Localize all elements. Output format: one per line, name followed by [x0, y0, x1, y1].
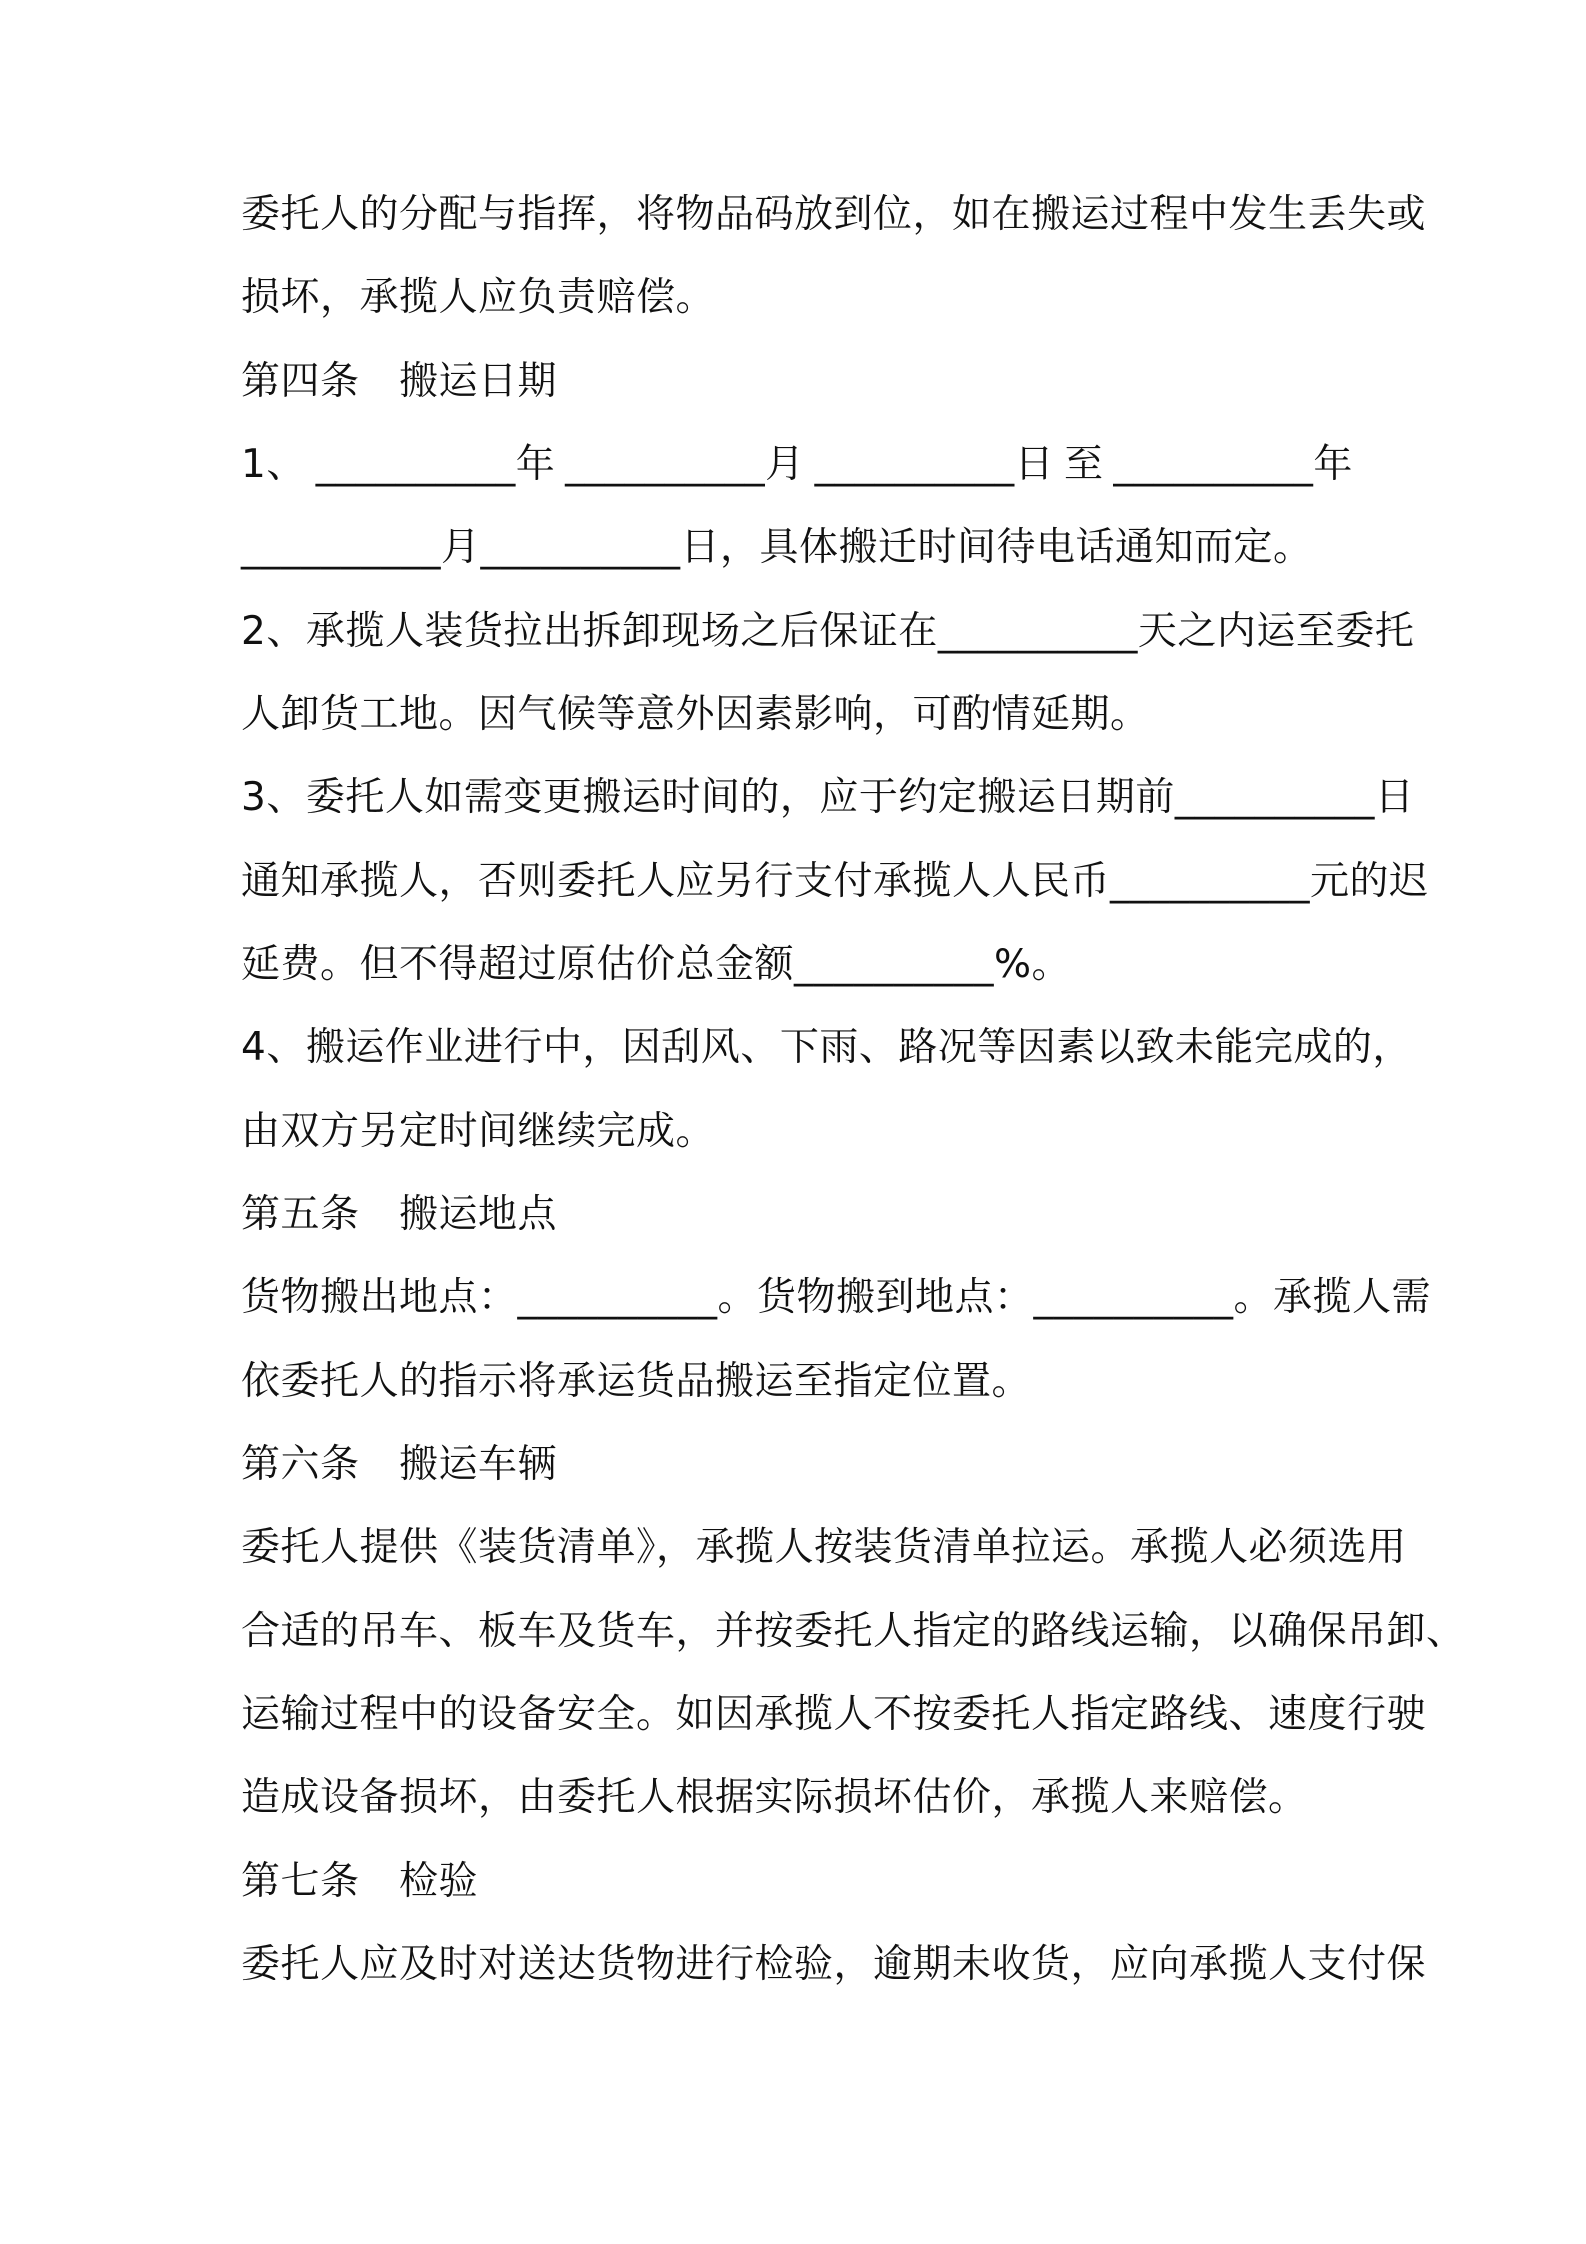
item-number: 1、 [241, 442, 306, 487]
paragraph-line: 由双方另定时间继续完成。 [241, 1109, 716, 1154]
paragraph-line: 通知承揽人，否则委托人应另行支付承揽人人民币__________元的迟 [241, 859, 1429, 904]
blank-year: __________年 [315, 442, 556, 487]
article-heading: 第六条 搬运车辆 [241, 1442, 558, 1487]
paragraph-line: 延费。但不得超过原估价总金额__________%。 [241, 942, 1072, 987]
paragraph-line: 损坏，承揽人应负责赔偿。 [241, 275, 716, 320]
paragraph-line: 委托人的分配与指挥，将物品码放到位，如在搬运过程中发生丢失或 [241, 192, 1427, 237]
blank-month: __________月 [565, 442, 805, 487]
paragraph-line: 货物搬出地点：__________。货物搬到地点：__________。承揽人需 [241, 1275, 1432, 1320]
article-heading: 第五条 搬运地点 [241, 1192, 558, 1237]
blank-day: __________日 [814, 442, 1055, 487]
paragraph-line: 合适的吊车、板车及货车，并按委托人指定的路线运输，以确保吊卸、 [241, 1609, 1466, 1654]
paragraph-line: 委托人应及时对送达货物进行检验，逾期未收货，应向承揽人支付保 [241, 1942, 1427, 1987]
paragraph-line: 2、承揽人装货拉出拆卸现场之后保证在__________天之内运至委托 [241, 609, 1415, 654]
paragraph-line: 造成设备损坏，由委托人根据实际损坏估价，承揽人来赔偿。 [241, 1775, 1308, 1820]
paragraph-line: 3、委托人如需变更搬运时间的，应于约定搬运日期前__________日 [241, 775, 1415, 820]
paragraph-line: 4、搬运作业进行中，因刮风、下雨、路况等因素以致未能完成的， [241, 1025, 1412, 1070]
paragraph-line: __________月__________日，具体搬迁时间待电话通知而定。 [241, 525, 1313, 570]
paragraph-line: 委托人提供《装货清单》，承揽人按装货清单拉运。承揽人必须选用 [241, 1525, 1407, 1570]
paragraph-line: 人卸货工地。因气候等意外因素影响，可酌情延期。 [241, 692, 1150, 737]
paragraph-line: 依委托人的指示将承运货品搬运至指定位置。 [241, 1359, 1032, 1404]
date-blank-line [241, 440, 1353, 490]
article-heading: 第七条 检验 [241, 1859, 479, 1904]
blank-year: __________年 [1113, 442, 1353, 487]
paragraph-line: 运输过程中的设备安全。如因承揽人不按委托人指定路线、速度行驶 [241, 1692, 1427, 1737]
to-word: 至 [1064, 442, 1104, 487]
article-heading: 第四条 搬运日期 [241, 359, 558, 404]
